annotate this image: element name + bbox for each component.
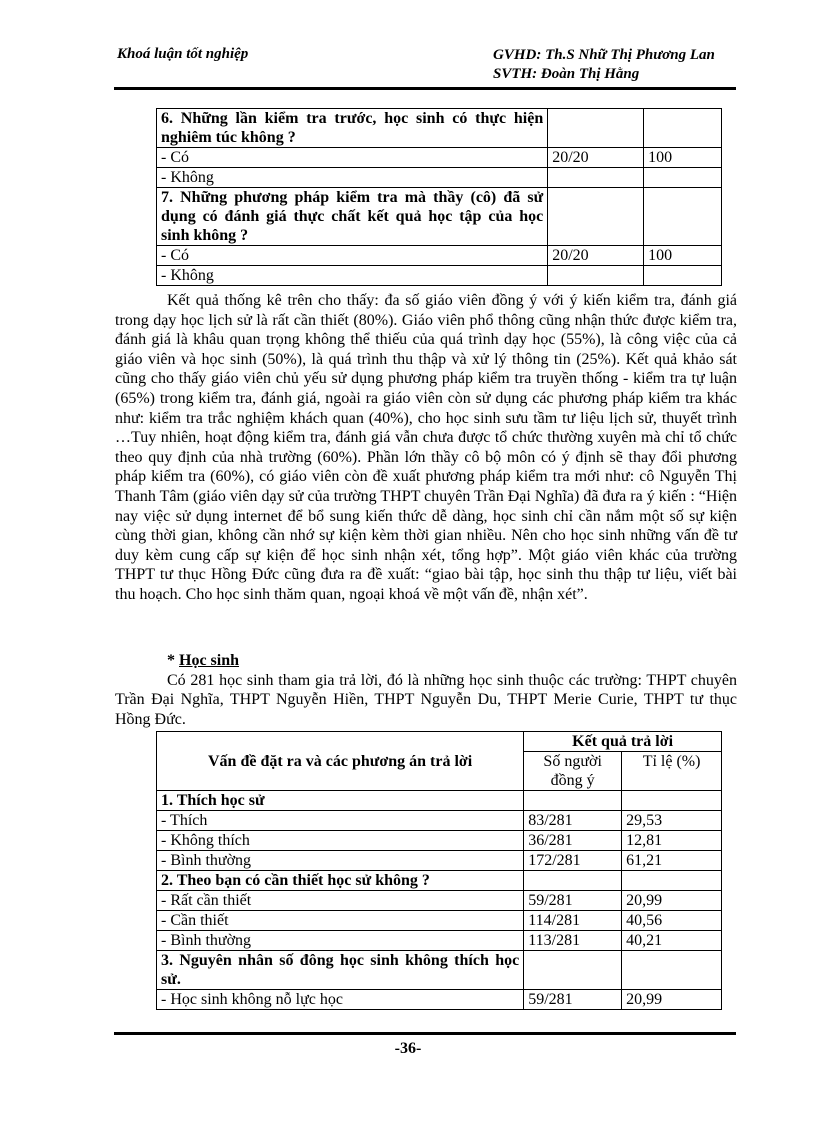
answer-cell: - Bình thường <box>157 851 524 871</box>
student-section <box>115 651 737 729</box>
question-cell: 1. Thích học sử <box>157 791 524 811</box>
gvhd-line: GVHD: Th.S Nhữ Thị Phương Lan <box>493 47 715 63</box>
count-cell: 83/281 <box>524 811 622 831</box>
pct-cell <box>644 188 722 246</box>
pct-cell: 20,99 <box>622 891 722 911</box>
paragraph-text: Có 281 học sinh tham gia trả lời, đó là những học sinh thuộc các trường: THPT chuyên Trần Đại Nghĩa, THPT Nguyễn Hiền, THPT Nguyễn Du, THPT Merie Curie, THPT tư thục Hồng Đức. <box>115 671 737 728</box>
answer-cell: - Có <box>157 148 548 168</box>
count-cell: 114/281 <box>524 911 622 931</box>
count-cell: 172/281 <box>524 851 622 871</box>
count-cell: 20/20 <box>548 148 644 168</box>
question-cell: 2. Theo bạn có cần thiết học sử không ? <box>157 871 524 891</box>
pct-cell <box>644 109 722 148</box>
table-row <box>157 109 722 148</box>
pct-cell: 40,56 <box>622 911 722 931</box>
count-cell <box>548 266 644 286</box>
pct-cell <box>622 791 722 811</box>
table-row <box>157 246 722 266</box>
pct-cell: 20,99 <box>622 990 722 1010</box>
header-rule <box>114 87 736 90</box>
table-row <box>157 871 722 891</box>
table-row <box>157 951 722 990</box>
table-row <box>157 266 722 286</box>
answer-cell: - Học sinh không nỗ lực học <box>157 990 524 1010</box>
question-cell: 3. Nguyên nhân số đông học sinh không thích học sử. <box>157 951 524 990</box>
pct-cell: 100 <box>644 148 722 168</box>
table-row <box>157 831 722 851</box>
supervisor-info <box>493 46 715 84</box>
table-row <box>157 891 722 911</box>
pct-cell: 61,21 <box>622 851 722 871</box>
count-cell: 59/281 <box>524 990 622 1010</box>
answer-cell: - Rất cần thiết <box>157 891 524 911</box>
pct-column-header: Tỉ lệ (%) <box>622 752 722 791</box>
table-header-row <box>157 732 722 752</box>
table-row <box>157 911 722 931</box>
pct-cell <box>644 168 722 188</box>
count-cell: 59/281 <box>524 891 622 911</box>
page-number: -36- <box>394 1040 422 1057</box>
table-row <box>157 851 722 871</box>
svth-line: SVTH: Đoàn Thị Hằng <box>493 66 640 82</box>
answer-cell: - Không <box>157 168 548 188</box>
count-cell <box>524 791 622 811</box>
table-row <box>157 791 722 811</box>
teacher-survey-table <box>156 108 722 286</box>
analysis-paragraph <box>115 291 737 605</box>
answer-cell: - Cần thiết <box>157 911 524 931</box>
count-cell <box>524 871 622 891</box>
pct-cell <box>622 951 722 990</box>
thesis-label: Khoá luận tốt nghiệp <box>117 46 249 62</box>
count-cell <box>548 168 644 188</box>
count-cell <box>548 109 644 148</box>
count-cell: 36/281 <box>524 831 622 851</box>
question-column-header: Vấn đề đặt ra và các phương án trả lời <box>157 732 524 791</box>
count-cell: 113/281 <box>524 931 622 951</box>
answer-cell: - Bình thường <box>157 931 524 951</box>
pct-cell <box>644 266 722 286</box>
section-heading <box>115 651 737 671</box>
footer-rule <box>114 1032 736 1035</box>
answer-cell: - Không thích <box>157 831 524 851</box>
count-cell: 20/20 <box>548 246 644 266</box>
table-row <box>157 811 722 831</box>
section-marker: * <box>167 652 179 669</box>
table-row <box>157 148 722 168</box>
page-header <box>117 46 736 88</box>
pct-cell: 29,53 <box>622 811 722 831</box>
pct-cell: 40,21 <box>622 931 722 951</box>
question-cell: 6. Những lần kiểm tra trước, học sinh có thực hiện nghiêm túc không ? <box>157 109 548 148</box>
count-column-header: Số người đồng ý <box>524 752 622 791</box>
table-row <box>157 931 722 951</box>
question-cell: 7. Những phương pháp kiểm tra mà thầy (cô) đã sử dụng có đánh giá thực chất kết quả học tập của học sinh không ? <box>157 188 548 246</box>
table-row <box>157 188 722 246</box>
student-survey-table <box>156 731 722 1010</box>
table-row <box>157 990 722 1010</box>
paragraph-text: Kết quả thống kê trên cho thấy: đa số giáo viên đồng ý với ý kiến kiểm tra, đánh giá trong dạy học lịch sử là rất cần thiết (80%). Giáo viên phổ thông cũng nhận thức được kiểm tra, đánh giá là khâu quan trọng không thể thiếu của quá trình dạy học (55%), là công việc của cả giáo viên và học sinh (50%), là quá trình thu thập và xử lý thông tin (25%). Kết quả khảo sát cũng cho thấy giáo viên chủ yếu sử dụng phương pháp kiểm tra truyền thống - kiểm tra tự luận (65%) trong kiểm tra, đánh giá, ngoài ra giáo viên còn sử dụng các phương pháp kiểm tra khác như: kiểm tra trắc nghiệm khách quan (40%), cho học sinh sưu tầm tư liệu lịch sử, thuyết trình …Tuy nhiên, hoạt động kiểm tra, đánh giá vẫn chưa được tổ chức thường xuyên mà chỉ tổ chức theo quy định của nhà trường (60%). Phần lớn thầy cô bộ môn có ý định sẽ thay đổi phương pháp kiểm tra (60%), có giáo viên còn đề xuất phương pháp kiểm tra mới như: cô Nguyễn Thị Thanh Tâm (giáo viên dạy sử của trường THPT chuyên Trần Đại Nghĩa) đã đưa ra ý kiến : “Hiện nay việc sử dụng internet để bổ sung kiến thức dễ dàng, học sinh chỉ cần nắm một số sự kiện cùng thời gian, không cần nhớ sự kiện kèm thời gian nhiều. Nên cho học sinh những vấn đề tư duy kèm cung cấp sự kiện để học sinh nhận xét, tổng hợp”. Một giáo viên khác của trường THPT tư thục Hồng Đức cũng đưa ra đề xuất: “giao bài tập, học sinh thu thập tư liệu, viết bài thu hoạch. Cho học sinh thăm quan, ngoại khoá về một vấn đề, nhận xét”. <box>115 292 737 603</box>
pct-cell: 100 <box>644 246 722 266</box>
answer-cell: - Thích <box>157 811 524 831</box>
result-column-header: Kết quả trả lời <box>524 732 722 752</box>
section-title: Học sinh <box>179 652 240 669</box>
pct-cell: 12,81 <box>622 831 722 851</box>
answer-cell: - Có <box>157 246 548 266</box>
count-cell <box>524 951 622 990</box>
pct-cell <box>622 871 722 891</box>
answer-cell: - Không <box>157 266 548 286</box>
count-cell <box>548 188 644 246</box>
table-row <box>157 168 722 188</box>
